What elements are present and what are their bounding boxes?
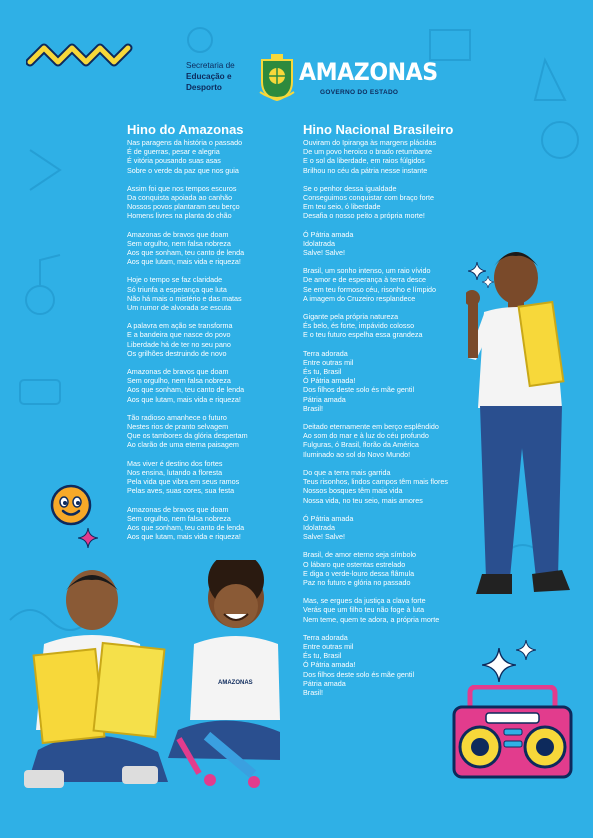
lyric-line: Amazonas de bravos que doam — [127, 504, 229, 514]
lyric-line: Conseguimos conquistar com braço forte — [303, 193, 435, 203]
brand-subtitle: GOVERNO DO ESTADO — [320, 89, 399, 96]
lyric-line: Pátria amada — [303, 678, 346, 688]
brand-wordmark: AMAZONAS — [299, 58, 438, 86]
lyric-line: Pela vida que vibra em seus ramos — [127, 477, 240, 487]
lyric-line: Amazonas de bravos que doam — [127, 229, 229, 239]
hino-amazonas-title: Hino do Amazonas — [127, 122, 244, 137]
boy-with-book-illustration — [466, 238, 578, 618]
lyric-line: Homens livres na planta do chão — [127, 211, 232, 221]
lyric-line: Ao clarão de uma eterna paisagem — [127, 440, 239, 450]
stanza — [303, 514, 478, 542]
lyric-line: Ao som do mar e à luz do céu profundo — [303, 431, 429, 441]
lyric-line: Verás que um filho teu não foge à luta — [303, 605, 425, 615]
lyric-line: Aos que lutam, mais vida e riqueza! — [127, 532, 241, 542]
stanza — [127, 321, 297, 358]
secretaria-line3: Desporto — [186, 83, 222, 92]
hino-nacional-lyrics — [303, 138, 478, 697]
lyric-line: És tu, Brasil — [303, 367, 342, 377]
lyric-line: Ó Pátria amada — [303, 513, 354, 523]
lyric-line: Nestes rios de pranto selvagem — [127, 422, 229, 432]
lyric-line: Em teu seio, ó liberdade — [303, 202, 381, 212]
lyric-line: Nossos bosques têm mais vida — [303, 486, 403, 496]
lyric-line: Salve! Salve! — [303, 532, 345, 542]
secretaria-line2: Educação e — [186, 72, 232, 81]
lyric-line: Pátria amada — [303, 394, 346, 404]
lyric-line: Desafia o nosso peito a própria morte! — [303, 211, 425, 221]
stanza — [303, 550, 478, 587]
lyric-line: É de guerras, pesar e alegria — [127, 147, 220, 157]
lyric-line: Sem orgulho, nem falsa nobreza — [127, 376, 231, 386]
lyric-line: És belo, és forte, impávido colosso — [303, 321, 415, 331]
lyric-line: Brasil! — [303, 687, 323, 697]
lyric-line: Se o penhor dessa igualdade — [303, 183, 397, 193]
lyric-line: Só triunfa a esperança que luta — [127, 284, 227, 294]
state-seal-icon — [258, 52, 296, 102]
lyric-line: Terra adorada — [303, 348, 348, 358]
lyric-line: Aos que sonham, teu canto de lenda — [127, 385, 245, 395]
stanza — [127, 184, 297, 221]
stanza — [303, 266, 478, 303]
lyric-line: Entre outras mil — [303, 641, 354, 651]
hino-nacional-title: Hino Nacional Brasileiro — [303, 122, 454, 137]
lyric-line: Os grilhões destruindo de novo — [127, 348, 227, 358]
lyric-line: Gigante pela própria natureza — [303, 312, 399, 322]
hino-amazonas-lyrics — [127, 138, 297, 541]
lyric-line: Mas, se ergues da justiça a clava forte — [303, 596, 426, 606]
lyric-line: Nas paragens da história o passado — [127, 138, 243, 147]
lyric-line: Pelas aves, suas cores, sua festa — [127, 486, 235, 496]
lyric-line: Que os tambores da glória despertam — [127, 431, 248, 441]
boombox-icon — [450, 685, 575, 780]
lyric-line: Terra adorada — [303, 632, 348, 642]
lyric-line: Ó Pátria amada! — [303, 376, 356, 386]
lyric-line: O lábaro que ostentas estrelado — [303, 559, 406, 569]
stanza — [127, 138, 297, 175]
stanza — [303, 349, 478, 413]
lyric-line: Ouviram do Ipiranga às margens plácidas — [303, 138, 437, 147]
lyric-line: Hoje o tempo se faz claridade — [127, 275, 223, 285]
stanza — [127, 505, 297, 542]
pink-sparkle-icon — [78, 528, 98, 548]
lyric-line: A imagem do Cruzeiro resplandece — [303, 293, 416, 303]
lyric-line: Tão radioso amanhece o futuro — [127, 412, 227, 422]
lyric-line: De amor e de esperança à terra desce — [303, 275, 427, 285]
lyric-line: Brilhou no céu da pátria nesse instante — [303, 165, 428, 175]
secretaria-line1: Secretaria de — [186, 61, 235, 70]
lyric-line: Nossa vida, no teu seio, mais amores — [303, 495, 423, 505]
hino-amazonas-column — [127, 122, 297, 550]
lyric-line: Iluminado ao sol do Novo Mundo! — [303, 449, 411, 459]
lyric-line: Sobre o verde da paz que nos guia — [127, 165, 239, 175]
stanza — [303, 184, 478, 221]
lyric-line: Sem orgulho, nem falsa nobreza — [127, 513, 231, 523]
zigzag-decoration — [26, 40, 138, 70]
lyric-line: De um povo heroico o brado retumbante — [303, 147, 433, 157]
stanza — [303, 138, 478, 175]
lyric-line: Ó Pátria amada! — [303, 660, 356, 670]
smiley-face-icon — [50, 484, 92, 526]
lyric-line: E o sol da liberdade, em raios fúlgidos — [303, 156, 425, 166]
lyric-line: E diga o verde-louro dessa flâmula — [303, 568, 415, 578]
stanza — [303, 312, 478, 340]
lyric-line: Deitado eternamente em berço esplêndido — [303, 422, 439, 432]
shirt-text: AMAZONAS — [218, 680, 253, 686]
lyric-line: Idolatrada — [303, 522, 335, 532]
lyric-line: Dos filhos deste solo és mãe gentil — [303, 669, 415, 679]
lyric-line: Assim foi que nos tempos escuros — [127, 183, 237, 193]
lyric-line: Do que a terra mais garrida — [303, 467, 391, 477]
lyric-line: Aos que lutam, mais vida e riqueza! — [127, 394, 241, 404]
lyric-line: Ó Pátria amada — [303, 229, 354, 239]
stanza — [303, 230, 478, 258]
lyric-line: E o teu futuro espelha essa grandeza — [303, 330, 423, 340]
stanza — [127, 367, 297, 404]
lyric-line: Teus risonhos, lindos campos têm mais flores — [303, 477, 449, 487]
lyric-line: Sem orgulho, nem falsa nobreza — [127, 238, 231, 248]
lyric-line: Salve! Salve! — [303, 248, 345, 258]
lyric-line: Se em teu formoso céu, risonho e límpido — [303, 284, 437, 294]
lyric-line: Brasil, de amor eterno seja símbolo — [303, 550, 417, 560]
secretaria-label — [186, 60, 235, 93]
stanza — [303, 468, 478, 505]
lyric-line: Idolatrada — [303, 238, 335, 248]
lyric-line: Da conquista apoiada ao canhão — [127, 193, 233, 203]
lyric-line: Liberdade há de ter no seu pano — [127, 339, 231, 349]
lyric-line: É vitória pousando suas asas — [127, 156, 221, 166]
lyric-line: Mas viver é destino dos fortes — [127, 458, 223, 468]
stanza — [303, 596, 478, 624]
stanza — [303, 422, 478, 459]
stanza — [127, 275, 297, 312]
lyric-line: És tu, Brasil — [303, 651, 342, 661]
stanza — [127, 459, 297, 496]
stanza — [127, 413, 297, 450]
white-sparkle-medium-icon — [516, 640, 536, 660]
lyric-line: Brasil! — [303, 403, 323, 413]
hino-nacional-column — [303, 122, 478, 706]
lyric-line: Nem teme, quem te adora, a própria morte — [303, 614, 440, 624]
lyric-line: Aos que sonham, teu canto de lenda — [127, 248, 245, 258]
lyric-line: Entre outras mil — [303, 357, 354, 367]
lyric-line: Não há mais o mistério e das matas — [127, 293, 242, 303]
lyric-line: Amazonas de bravos que doam — [127, 367, 229, 377]
children-reading-illustration — [18, 560, 288, 792]
lyric-line: Dos filhos deste solo és mãe gentil — [303, 385, 415, 395]
lyric-line: Brasil, um sonho intenso, um raio vívido — [303, 266, 431, 276]
lyric-line: Aos que sonham, teu canto de lenda — [127, 522, 245, 532]
lyric-line: Aos que lutam, mais vida e riqueza! — [127, 257, 241, 267]
lyric-line: Um rumor de alvorada se escuta — [127, 303, 232, 313]
lyric-line: Nossos povos plantaram seu berço — [127, 202, 240, 212]
white-sparkle-large-icon — [482, 648, 516, 682]
lyric-line: A palavra em ação se transforma — [127, 321, 233, 331]
lyric-line: Fulguras, ó Brasil, florão da América — [303, 440, 419, 450]
lyric-line: Paz no futuro e glória no passado — [303, 577, 411, 587]
lyric-line: E a bandeira que nasce do povo — [127, 330, 231, 340]
lyric-line: Nos ensina, lutando a floresta — [127, 467, 223, 477]
stanza — [127, 230, 297, 267]
